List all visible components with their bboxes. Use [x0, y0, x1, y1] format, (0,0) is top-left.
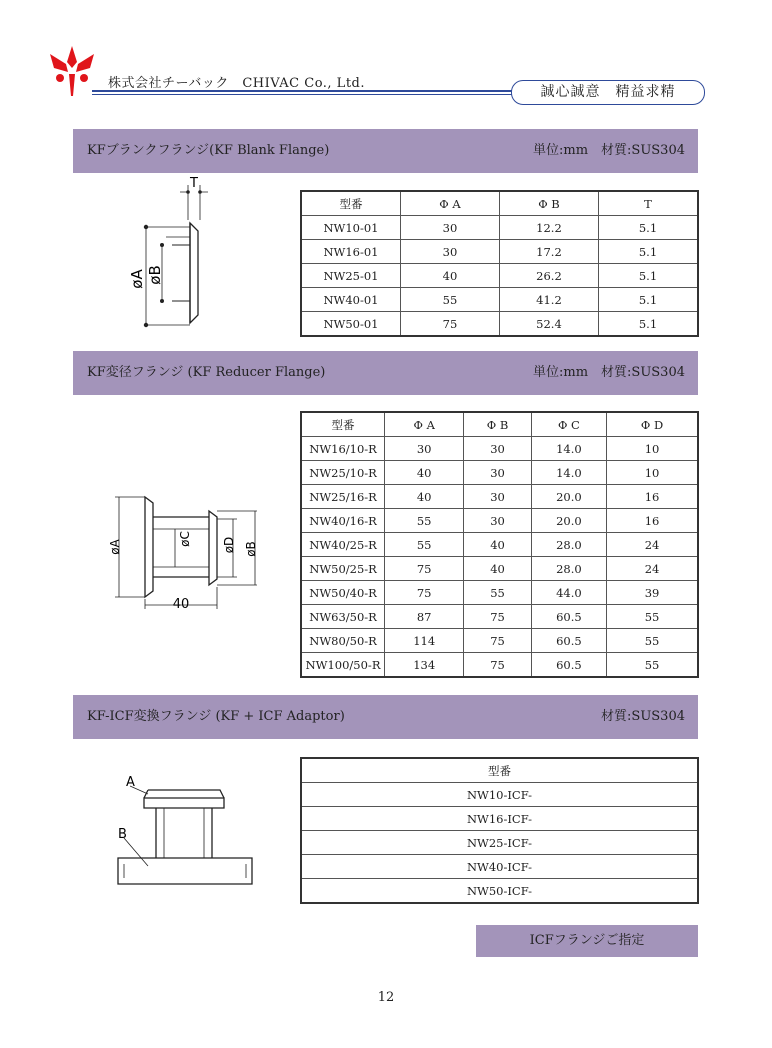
value-cell: 75 [464, 653, 531, 678]
column-header: 型番 [301, 758, 698, 783]
value-cell: 55 [464, 581, 531, 605]
blank-flange-diagram [120, 175, 230, 335]
table-row [301, 831, 698, 855]
model-number-cell: NW16-ICF- [301, 807, 698, 831]
value-cell: 30 [464, 485, 531, 509]
value-cell: 40 [464, 557, 531, 581]
icf-adaptor-table [300, 757, 699, 904]
model-number-cell: NW50/25-R [301, 557, 385, 581]
value-cell: 55 [607, 605, 698, 629]
value-cell: 60.5 [531, 653, 606, 678]
column-header: T [598, 191, 698, 216]
table-header-row [301, 191, 698, 216]
value-cell: 14.0 [531, 437, 606, 461]
table-row [301, 879, 698, 904]
section-title: KF変径フランジ (KF Reducer Flange) [87, 365, 326, 380]
value-cell: 10 [607, 437, 698, 461]
table-row [301, 581, 698, 605]
value-cell: 40 [464, 533, 531, 557]
value-cell: 41.2 [499, 288, 598, 312]
reducer-flange-table [300, 411, 699, 678]
model-number-cell: NW25/16-R [301, 485, 385, 509]
company-name: 株式会社チーバック CHIVAC Co., Ltd. [108, 76, 365, 91]
model-number-cell: NW40-ICF- [301, 855, 698, 879]
blank-flange-table [300, 190, 699, 337]
section-title: KF-ICF変換フランジ (KF + ICF Adaptor) [87, 709, 345, 724]
model-number-cell: NW25/10-R [301, 461, 385, 485]
logo-petal-top [67, 46, 77, 68]
value-cell: 44.0 [531, 581, 606, 605]
column-header: Φ A [385, 412, 464, 437]
value-cell: 87 [385, 605, 464, 629]
model-number-cell: NW100/50-R [301, 653, 385, 678]
dim-label-a: øA [128, 269, 146, 289]
table-row [301, 653, 698, 678]
section-spec: 材質:SUS304 [601, 709, 685, 724]
model-number-cell: NW63/50-R [301, 605, 385, 629]
column-header: 型番 [301, 191, 400, 216]
model-number-cell: NW40/16-R [301, 509, 385, 533]
table-row [301, 533, 698, 557]
value-cell: 114 [385, 629, 464, 653]
table-row [301, 240, 698, 264]
value-cell: 60.5 [531, 605, 606, 629]
logo-petal-left [50, 54, 68, 72]
model-number-cell: NW80/50-R [301, 629, 385, 653]
label-a: A [126, 775, 135, 790]
table-header-row [301, 412, 698, 437]
value-cell: 55 [607, 629, 698, 653]
value-cell: 12.2 [499, 216, 598, 240]
model-number-cell: NW16-01 [301, 240, 400, 264]
dim-label-b: øB [146, 265, 164, 285]
section-bar-icf-adaptor [73, 695, 698, 739]
model-number-cell: NW10-01 [301, 216, 400, 240]
logo-dot-right [80, 74, 88, 82]
label-b: B [118, 827, 127, 842]
section-bar-reducer-flange [73, 351, 698, 395]
header-rule-thin [92, 94, 512, 95]
model-number-cell: NW25-ICF- [301, 831, 698, 855]
header-rule [92, 90, 512, 92]
section-title: KFブランクフランジ(KF Blank Flange) [87, 143, 330, 158]
table-row [301, 485, 698, 509]
value-cell: 16 [607, 509, 698, 533]
value-cell: 20.0 [531, 509, 606, 533]
value-cell: 55 [607, 653, 698, 678]
table-row [301, 807, 698, 831]
value-cell: 28.0 [531, 533, 606, 557]
model-number-cell: NW10-ICF- [301, 783, 698, 807]
value-cell: 52.4 [499, 312, 598, 337]
model-number-cell: NW16/10-R [301, 437, 385, 461]
value-cell: 17.2 [499, 240, 598, 264]
table-row [301, 605, 698, 629]
slogan-badge: 誠心誠意 精益求精 [511, 80, 705, 105]
column-header: Φ D [607, 412, 698, 437]
flange-disc [190, 223, 198, 323]
table-row [301, 461, 698, 485]
column-header: Φ C [531, 412, 606, 437]
page-number: 12 [377, 990, 395, 1005]
value-cell: 40 [385, 461, 464, 485]
table-row [301, 629, 698, 653]
table-row [301, 855, 698, 879]
dim-label-b: øB [244, 541, 258, 557]
column-header: Φ B [499, 191, 598, 216]
model-number-cell: NW50-01 [301, 312, 400, 337]
logo-stem [69, 74, 75, 96]
value-cell: 30 [400, 216, 499, 240]
value-cell: 5.1 [598, 216, 698, 240]
value-cell: 24 [607, 557, 698, 581]
value-cell: 30 [385, 437, 464, 461]
value-cell: 55 [385, 533, 464, 557]
section-spec: 単位:mm 材質:SUS304 [533, 143, 685, 158]
table-row [301, 288, 698, 312]
table-row [301, 783, 698, 807]
dim-label-a: øA [108, 539, 122, 555]
value-cell: 30 [400, 240, 499, 264]
column-header: Φ B [464, 412, 531, 437]
value-cell: 10 [607, 461, 698, 485]
value-cell: 75 [385, 581, 464, 605]
table-row [301, 312, 698, 337]
section-spec: 単位:mm 材質:SUS304 [533, 365, 685, 380]
value-cell: 55 [400, 288, 499, 312]
table-row [301, 264, 698, 288]
column-header: 型番 [301, 412, 385, 437]
value-cell: 28.0 [531, 557, 606, 581]
value-cell: 75 [400, 312, 499, 337]
value-cell: 5.1 [598, 312, 698, 337]
value-cell: 40 [400, 264, 499, 288]
icf-adaptor-diagram [100, 768, 270, 898]
value-cell: 40 [385, 485, 464, 509]
table-row [301, 509, 698, 533]
model-number-cell: NW50/40-R [301, 581, 385, 605]
value-cell: 75 [464, 605, 531, 629]
table-row [301, 557, 698, 581]
section-bar-blank-flange [73, 129, 698, 173]
table-header-row [301, 758, 698, 783]
value-cell: 55 [385, 509, 464, 533]
column-header: Φ A [400, 191, 499, 216]
value-cell: 75 [385, 557, 464, 581]
value-cell: 26.2 [499, 264, 598, 288]
value-cell: 16 [607, 485, 698, 509]
table-row [301, 437, 698, 461]
reducer-flange-diagram [105, 487, 275, 617]
value-cell: 39 [607, 581, 698, 605]
model-number-cell: NW40-01 [301, 288, 400, 312]
value-cell: 24 [607, 533, 698, 557]
value-cell: 20.0 [531, 485, 606, 509]
value-cell: 5.1 [598, 288, 698, 312]
model-number-cell: NW25-01 [301, 264, 400, 288]
value-cell: 134 [385, 653, 464, 678]
value-cell: 75 [464, 629, 531, 653]
dim-label-d: øD [222, 536, 236, 554]
value-cell: 5.1 [598, 264, 698, 288]
dim-label-t: T [190, 176, 198, 191]
value-cell: 30 [464, 509, 531, 533]
value-cell: 30 [464, 461, 531, 485]
model-number-cell: NW40/25-R [301, 533, 385, 557]
dim-label-c: øC [178, 531, 192, 547]
value-cell: 14.0 [531, 461, 606, 485]
value-cell: 60.5 [531, 629, 606, 653]
value-cell: 30 [464, 437, 531, 461]
icf-flange-spec-button[interactable]: ICFフランジご指定 [476, 925, 698, 957]
value-cell: 5.1 [598, 240, 698, 264]
logo-petal-right [76, 54, 94, 72]
dim-label-length: 40 [172, 597, 190, 612]
logo-dot-left [56, 74, 64, 82]
model-number-cell: NW50-ICF- [301, 879, 698, 904]
table-row [301, 216, 698, 240]
